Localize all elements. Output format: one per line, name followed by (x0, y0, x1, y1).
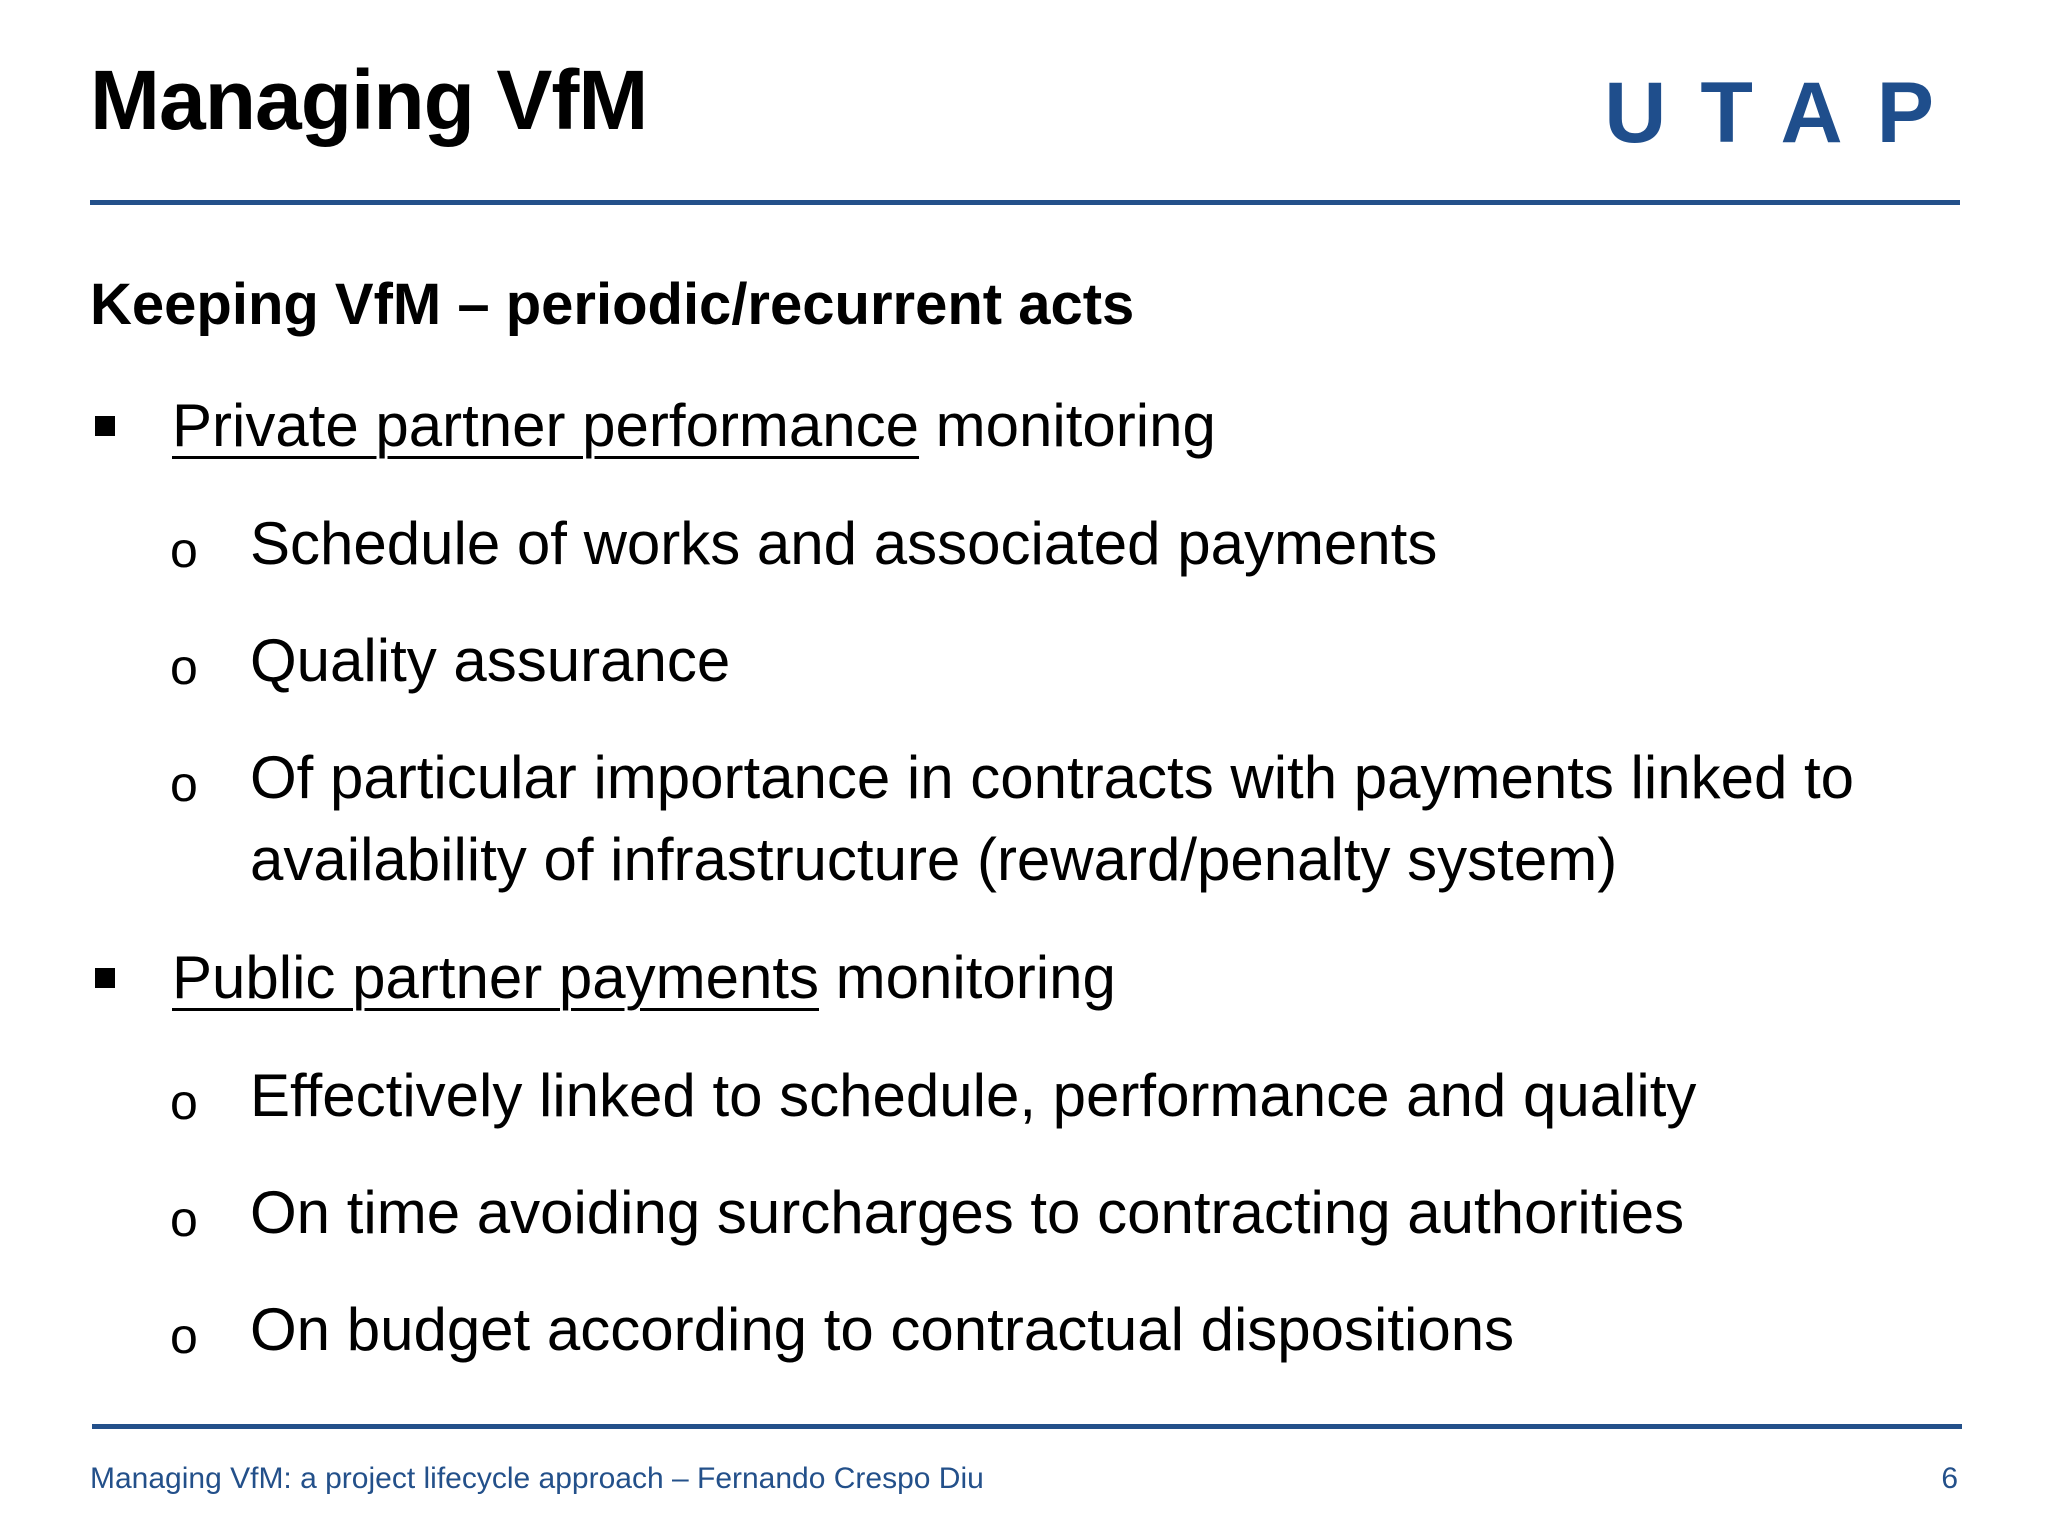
bullet-label (172, 392, 1216, 459)
circle-bullet-icon: o (170, 522, 198, 578)
bullet-label (172, 944, 1116, 1011)
sub-bullet-text: On budget according to contractual dispositions (250, 1296, 1515, 1363)
bullet-item (90, 392, 1216, 459)
sub-bullet-text: Of particular importance in contracts with payments linked to availability of infrastructure (reward/penalty system) (250, 744, 1855, 893)
bullet-underlined-text: Public partner payments (172, 944, 819, 1011)
sub-bullet-text: Effectively linked to schedule, performance and quality (250, 1062, 1697, 1129)
page-number: 6 (1941, 1462, 1958, 1495)
circle-bullet-icon: o (170, 1191, 198, 1247)
circle-bullet-icon: o (170, 1074, 198, 1130)
bullet-text: monitoring (819, 944, 1116, 1011)
sub-bullet-text: On time avoiding surcharges to contracting authorities (250, 1179, 1685, 1246)
utap-logo: UTAP (1604, 65, 1968, 161)
sub-bullet-item (170, 1055, 2048, 1143)
bullet-text: monitoring (919, 392, 1216, 459)
sub-bullet-item (170, 503, 2048, 591)
square-bullet-icon (95, 968, 115, 988)
circle-bullet-icon: o (170, 639, 198, 695)
square-bullet-icon (95, 416, 115, 436)
footer-caption: Managing VfM: a project lifecycle approach – Fernando Crespo Diu (90, 1462, 984, 1495)
sub-bullet-item (170, 1289, 2048, 1377)
slide-title: Managing VfM (90, 53, 648, 147)
circle-bullet-icon: o (170, 756, 198, 812)
sub-bullet-text: Schedule of works and associated payments (250, 510, 1438, 577)
section-subheading: Keeping VfM – periodic/recurrent acts (90, 272, 1135, 337)
footer-divider (92, 1424, 1962, 1429)
circle-bullet-icon: o (170, 1308, 198, 1364)
sub-bullet-text: Quality assurance (250, 627, 731, 694)
bullet-underlined-text: Private partner performance (172, 392, 920, 459)
sub-bullet-item (170, 737, 2048, 901)
sub-bullet-item (170, 620, 2048, 708)
header-divider (90, 200, 1960, 205)
sub-bullet-item (170, 1172, 2048, 1260)
bullet-item (90, 944, 1116, 1011)
